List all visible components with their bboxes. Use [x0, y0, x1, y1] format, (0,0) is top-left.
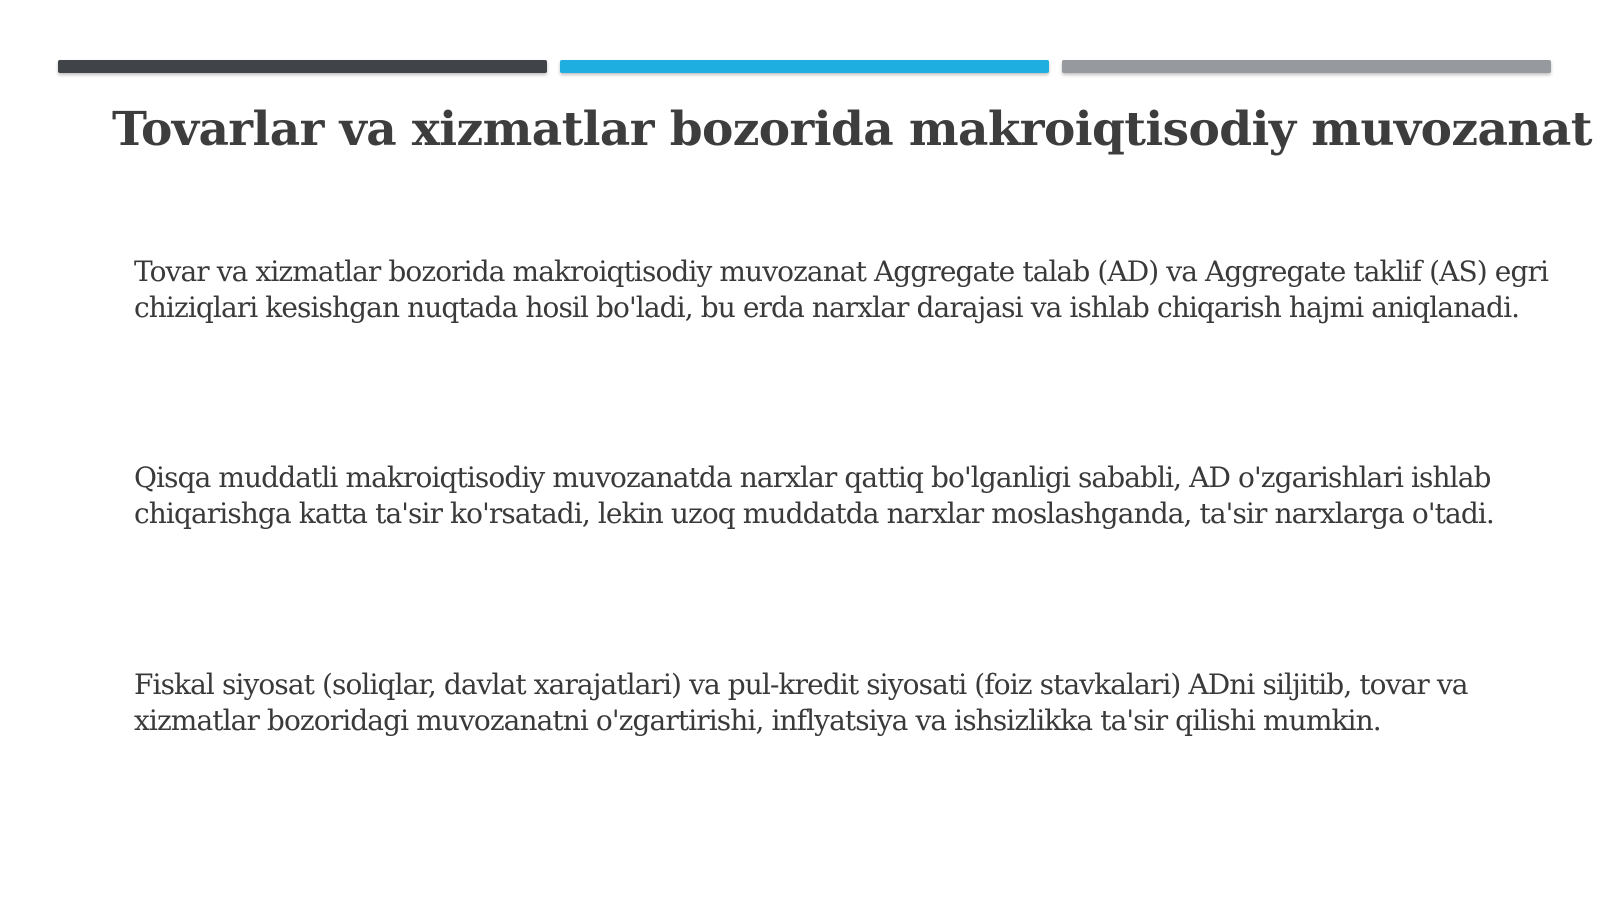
slide-title: Tovarlar va xizmatlar bozorida makroiqtisodiy muvozanat	[112, 102, 1592, 157]
accent-bar-blue	[560, 60, 1049, 73]
body-paragraph-3: Fiskal siyosat (soliqlar, davlat xarajatlari) va pul-kredit siyosati (foiz stavkalari) ADni siljitib, tovar va xizmatlar bozoridagi muvozanatni o'zgartirishi, inflyatsiya va ishsizlikka ta'sir qilishi mumkin.	[134, 668, 1468, 737]
accent-bar-gray	[1062, 60, 1551, 73]
accent-bar-dark	[58, 60, 547, 73]
body-paragraph-2: Qisqa muddatli makroiqtisodiy muvozanatda narxlar qattiq bo'lganligi sababli, AD o'zgarishlari ishlab chiqarishga katta ta'sir ko'rsatadi, lekin uzoq muddatda narxlar moslashganda, ta'sir narxlarga o'tadi.	[134, 461, 1494, 530]
body-paragraph-1: Tovar va xizmatlar bozorida makroiqtisodiy muvozanat Aggregate talab (AD) va Aggregate taklif (AS) egri chiziqlari kesishgan nuqtada hosil bo'ladi, bu erda narxlar darajasi va ishlab chiqarish hajmi aniqlanadi.	[134, 255, 1549, 324]
